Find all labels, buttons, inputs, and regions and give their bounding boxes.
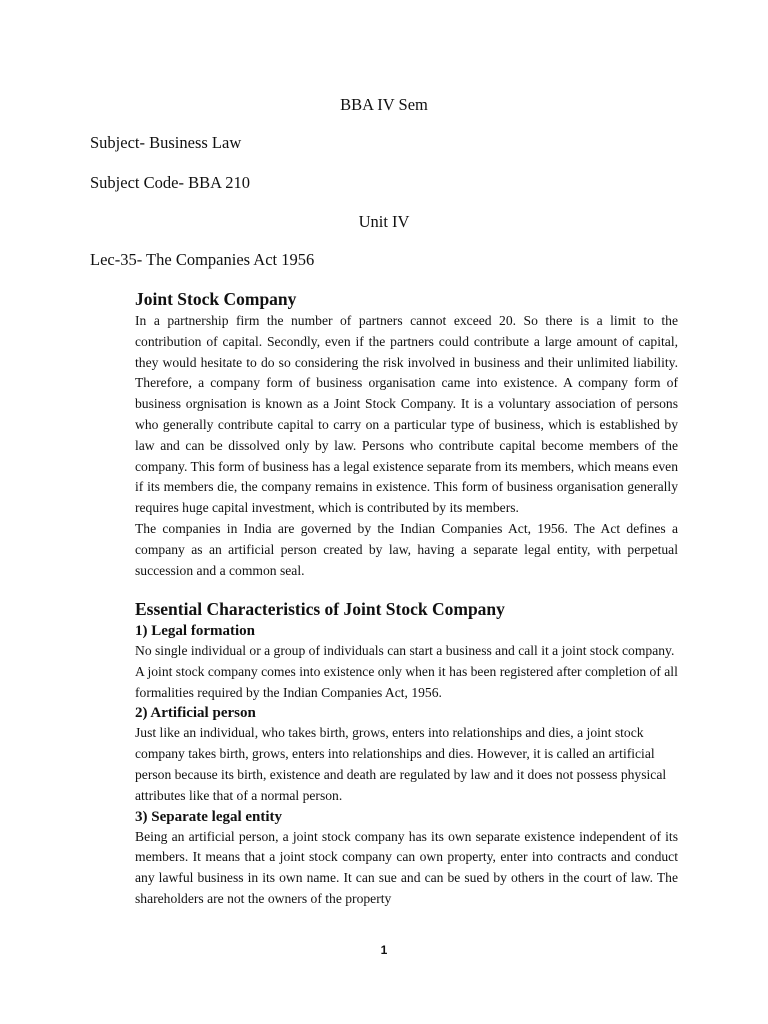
characteristic-2-text: Just like an individual, who takes birth, grows, enters into relationships and dies, a joint stock company takes birth, grows, enters into relationships and dies. However, it is called an artificial person because its birth, existence and death are regulated by law and it does not possess physical attributes like that of a normal person. <box>135 725 667 803</box>
joint-stock-section <box>135 288 678 581</box>
characteristic-3-text: Being an artificial person, a joint stock company has its own separate existence independent of its members. It means that a joint stock company can own property, enter into contracts and conduct any lawful business in its own name. It can sue and can be sued by others in the court of law. The shareholders are not the owners of the property <box>135 828 678 906</box>
unit-title: Unit IV <box>358 212 410 231</box>
characteristics-section <box>135 598 678 910</box>
page-number: 1 <box>380 943 388 957</box>
course-title: BBA IV Sem <box>340 95 428 114</box>
lecture-title: Lec-35- The Companies Act 1956 <box>90 250 315 269</box>
subject-code-line: Subject Code- BBA 210 <box>90 173 250 192</box>
joint-stock-paragraph-1: In a partnership firm the number of partners cannot exceed 20. So there is a limit to the contribution of capital. Secondly, even if the partners could contribute a large amount of capital, they would hesitate to do so considering the risk involved in business and their unlimited liability. Therefore, a company form of business organisation came into existence. A company form of business orgnisation is known as a Joint Stock Company. It is a voluntary association of persons who generally contribute capital to carry on a particular type of business, which is established by law and can be dissolved only by law. Persons who contribute capital become members of the company. This form of business has a legal existence separate from its members, which means even if its members die, the company remains in existence. This form of business organisation generally requires huge capital investment, which is contributed by its members. <box>135 313 678 516</box>
subject-line: Subject- Business Law <box>90 133 242 152</box>
characteristic-1-text: No single individual or a group of individuals can start a business and call it a joint stock company. A joint stock company comes into existence only when it has been registered after completion of all formalities required by the Indian Companies Act, 1956. <box>135 643 678 700</box>
joint-stock-heading: Joint Stock Company <box>135 289 297 309</box>
joint-stock-paragraph-2: The companies in India are governed by the Indian Companies Act, 1956. The Act defines a company as an artificial person created by law, having a separate legal entity, with perpetual succession and a common seal. <box>135 520 678 578</box>
characteristics-heading: Essential Characteristics of Joint Stock Company <box>135 599 505 619</box>
characteristic-1-title: 1) Legal formation <box>135 623 255 639</box>
characteristic-3-title: 3) Separate legal entity <box>135 808 283 825</box>
characteristic-2-title: 2) Artificial person <box>135 705 256 722</box>
